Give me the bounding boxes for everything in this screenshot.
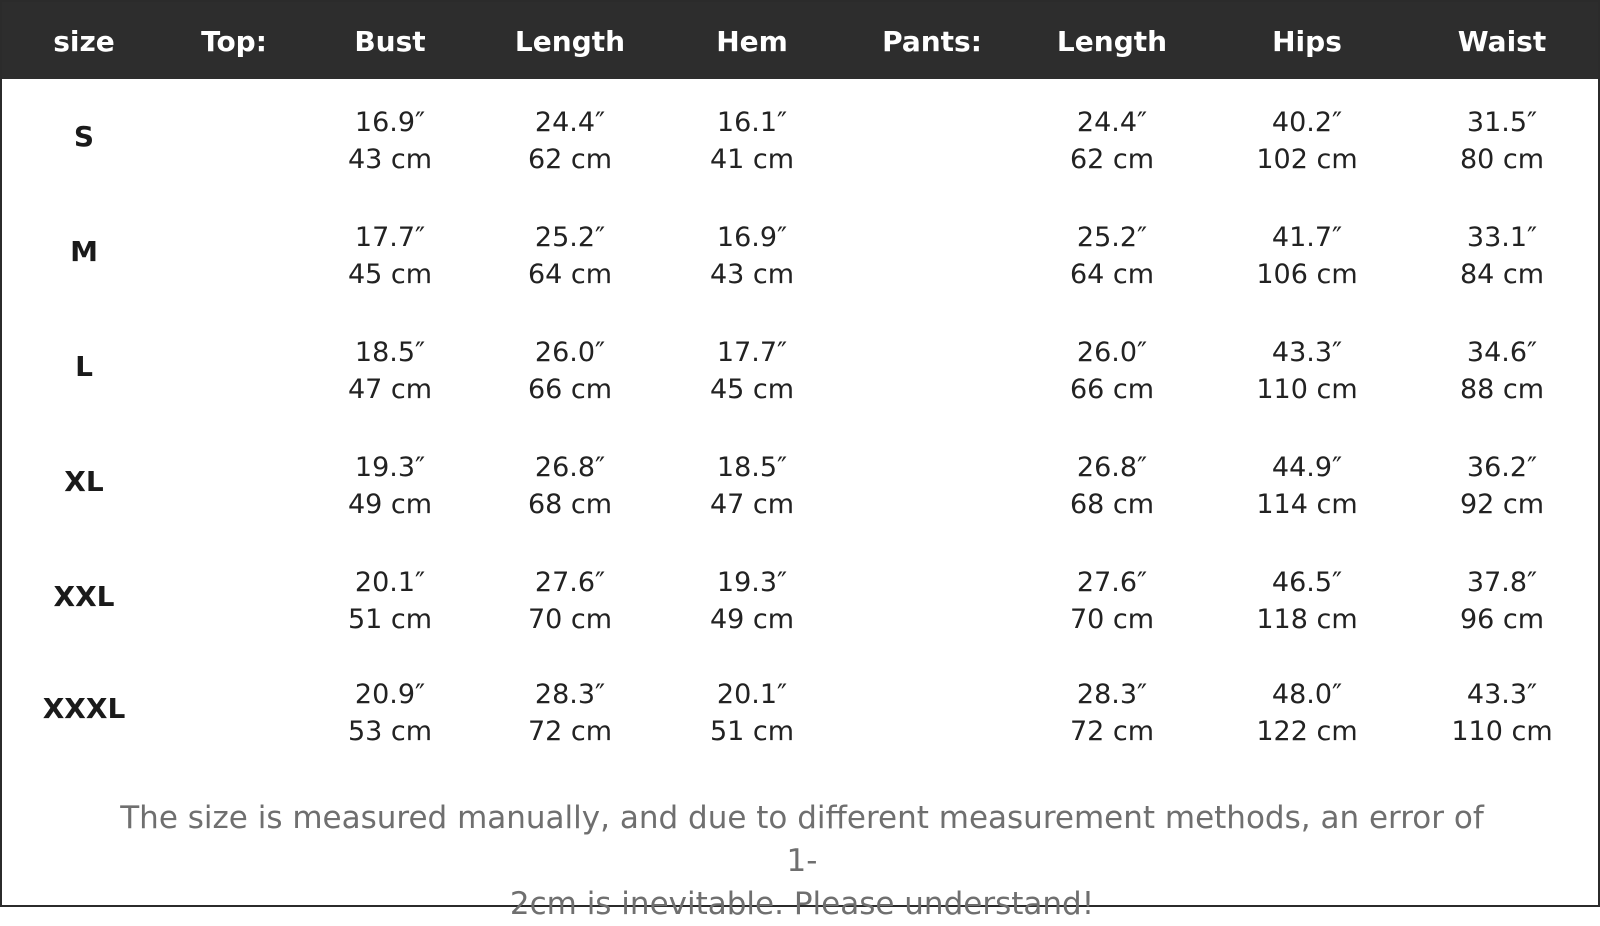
- header-row: [2, 2, 1598, 79]
- inch-value: 16.1″: [716, 107, 788, 138]
- cm-value: 41 cm: [709, 144, 795, 175]
- inch-value: 27.6″: [534, 567, 606, 598]
- cm-value: 66 cm: [527, 374, 613, 405]
- inch-value: 25.2″: [534, 222, 606, 253]
- cm-value: 118 cm: [1256, 604, 1358, 635]
- cm-value: 53 cm: [347, 716, 433, 747]
- bust-cell: [310, 104, 470, 178]
- inch-value: 24.4″: [534, 107, 606, 138]
- waist-cell: [1422, 564, 1582, 638]
- cm-value: 68 cm: [527, 489, 613, 520]
- bust-cell: [310, 219, 470, 293]
- cm-value: 62 cm: [1069, 144, 1155, 175]
- waist-cell: [1422, 676, 1582, 750]
- size-label: XL: [64, 465, 104, 498]
- hips-cell: [1227, 564, 1387, 638]
- table-row: [2, 82, 1598, 192]
- cm-value: 106 cm: [1256, 259, 1358, 290]
- inch-value: 36.2″: [1466, 452, 1538, 483]
- cm-value: 51 cm: [347, 604, 433, 635]
- header-top: Top:: [201, 25, 267, 58]
- cm-value: 80 cm: [1459, 144, 1545, 175]
- inch-value: 16.9″: [716, 222, 788, 253]
- cm-value: 114 cm: [1256, 489, 1358, 520]
- cm-value: 70 cm: [527, 604, 613, 635]
- inch-value: 37.8″: [1466, 567, 1538, 598]
- inch-value: 18.5″: [354, 337, 426, 368]
- inch-value: 33.1″: [1466, 222, 1538, 253]
- length-pants-cell: [1022, 334, 1202, 408]
- cm-value: 66 cm: [1069, 374, 1155, 405]
- length-pants-cell: [1022, 449, 1202, 523]
- cm-value: 110 cm: [1256, 374, 1358, 405]
- cm-value: 68 cm: [1069, 489, 1155, 520]
- header-length-pants: Length: [1056, 25, 1168, 58]
- waist-cell: [1422, 449, 1582, 523]
- inch-value: 41.7″: [1271, 222, 1343, 253]
- note-line-2: 2cm is inevitable. Please understand!: [509, 886, 1095, 922]
- inch-value: 25.2″: [1076, 222, 1148, 253]
- hem-cell: [672, 219, 832, 293]
- cm-value: 110 cm: [1451, 716, 1553, 747]
- note-line-1: The size is measured manually, and due to different measurement methods, an error of 1-: [120, 800, 1484, 879]
- length-top-cell: [480, 219, 660, 293]
- cm-value: 45 cm: [709, 374, 795, 405]
- length-pants-cell: [1022, 219, 1202, 293]
- inch-value: 28.3″: [1076, 679, 1148, 710]
- inch-value: 48.0″: [1271, 679, 1343, 710]
- inch-value: 16.9″: [354, 107, 426, 138]
- length-top-cell: [480, 449, 660, 523]
- hem-cell: [672, 676, 832, 750]
- inch-value: 43.3″: [1271, 337, 1343, 368]
- table-row: [2, 654, 1598, 764]
- cm-value: 47 cm: [347, 374, 433, 405]
- header-waist: Waist: [1457, 25, 1547, 58]
- hem-cell: [672, 104, 832, 178]
- bust-cell: [310, 449, 470, 523]
- inch-value: 20.1″: [354, 567, 426, 598]
- inch-value: 27.6″: [1076, 567, 1148, 598]
- length-pants-cell: [1022, 676, 1202, 750]
- cm-value: 45 cm: [347, 259, 433, 290]
- cm-value: 70 cm: [1069, 604, 1155, 635]
- hips-cell: [1227, 676, 1387, 750]
- inch-value: 40.2″: [1271, 107, 1343, 138]
- inch-value: 26.0″: [534, 337, 606, 368]
- header-length-top: Length: [514, 25, 626, 58]
- header-size: size: [53, 25, 115, 58]
- header-hem: Hem: [716, 25, 788, 58]
- hem-cell: [672, 449, 832, 523]
- inch-value: 20.1″: [716, 679, 788, 710]
- cm-value: 72 cm: [527, 716, 613, 747]
- inch-value: 20.9″: [354, 679, 426, 710]
- hem-cell: [672, 564, 832, 638]
- cm-value: 92 cm: [1459, 489, 1545, 520]
- bust-cell: [310, 334, 470, 408]
- bust-cell: [310, 676, 470, 750]
- cm-value: 47 cm: [709, 489, 795, 520]
- cm-value: 88 cm: [1459, 374, 1545, 405]
- length-top-cell: [480, 104, 660, 178]
- cm-value: 122 cm: [1256, 716, 1358, 747]
- length-pants-cell: [1022, 104, 1202, 178]
- cm-value: 72 cm: [1069, 716, 1155, 747]
- inch-value: 17.7″: [716, 337, 788, 368]
- header-bust: Bust: [354, 25, 426, 58]
- length-top-cell: [480, 676, 660, 750]
- hips-cell: [1227, 104, 1387, 178]
- inch-value: 19.3″: [354, 452, 426, 483]
- header-pants: Pants:: [882, 25, 982, 58]
- cm-value: 64 cm: [527, 259, 613, 290]
- inch-value: 19.3″: [716, 567, 788, 598]
- hem-cell: [672, 334, 832, 408]
- inch-value: 26.0″: [1076, 337, 1148, 368]
- bust-cell: [310, 564, 470, 638]
- cm-value: 64 cm: [1069, 259, 1155, 290]
- cm-value: 102 cm: [1256, 144, 1358, 175]
- inch-value: 26.8″: [1076, 452, 1148, 483]
- size-label: XXXL: [42, 692, 126, 725]
- size-label: L: [75, 350, 93, 383]
- hips-cell: [1227, 334, 1387, 408]
- cm-value: 62 cm: [527, 144, 613, 175]
- length-top-cell: [480, 564, 660, 638]
- waist-cell: [1422, 334, 1582, 408]
- inch-value: 18.5″: [716, 452, 788, 483]
- cm-value: 51 cm: [709, 716, 795, 747]
- waist-cell: [1422, 104, 1582, 178]
- cm-value: 49 cm: [347, 489, 433, 520]
- inch-value: 34.6″: [1466, 337, 1538, 368]
- size-label: S: [73, 120, 95, 153]
- inch-value: 26.8″: [534, 452, 606, 483]
- hips-cell: [1227, 219, 1387, 293]
- table-row: [2, 542, 1598, 652]
- table-row: [2, 312, 1598, 422]
- table-row: [2, 197, 1598, 307]
- header-hips: Hips: [1272, 25, 1342, 58]
- cm-value: 43 cm: [347, 144, 433, 175]
- cm-value: 43 cm: [709, 259, 795, 290]
- length-top-cell: [480, 334, 660, 408]
- size-label: XXL: [53, 580, 115, 613]
- table-row: [2, 427, 1598, 537]
- hips-cell: [1227, 449, 1387, 523]
- size-label: M: [70, 235, 98, 268]
- inch-value: 17.7″: [354, 222, 426, 253]
- cm-value: 84 cm: [1459, 259, 1545, 290]
- inch-value: 31.5″: [1466, 107, 1538, 138]
- inch-value: 43.3″: [1466, 679, 1538, 710]
- inch-value: 44.9″: [1271, 452, 1343, 483]
- cm-value: 49 cm: [709, 604, 795, 635]
- inch-value: 24.4″: [1076, 107, 1148, 138]
- inch-value: 28.3″: [534, 679, 606, 710]
- length-pants-cell: [1022, 564, 1202, 638]
- cm-value: 96 cm: [1459, 604, 1545, 635]
- waist-cell: [1422, 219, 1582, 293]
- inch-value: 46.5″: [1271, 567, 1343, 598]
